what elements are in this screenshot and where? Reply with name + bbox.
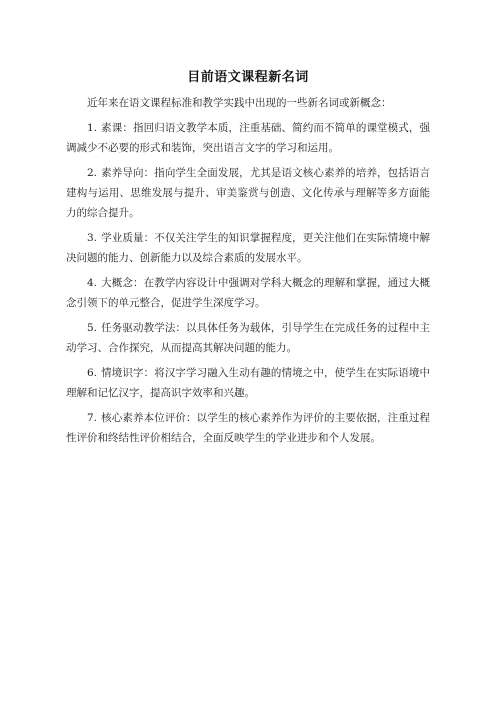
list-item — [66, 273, 430, 313]
list-item — [66, 318, 430, 358]
item-text: 情境识字：将汉字学习融入生动有趣的情境之中，使学生在实际语境中理解和记忆汉字，提高识字效率和兴趣。 — [66, 367, 430, 399]
list-item — [66, 163, 430, 223]
document-title: 目前语文课程新名词 — [187, 70, 309, 85]
list-item — [66, 363, 430, 403]
item-number: 7. — [87, 412, 98, 424]
item-text: 素养导向：指向学生全面发展，尤其是语文核心素养的培养，包括语言建构与运用、思维发展与提升、审美鉴赏与创造、文化传承与理解等多方面能力的综合提升。 — [66, 167, 430, 219]
item-number: 4. — [87, 277, 98, 289]
item-text: 大概念：在教学内容设计中强调对学科大概念的理解和掌握，通过大概念引领下的单元整合，促进学生深度学习。 — [66, 277, 430, 309]
item-number: 2. — [87, 167, 98, 179]
intro-paragraph: 近年来在语文课程标准和教学实践中出现的一些新名词或新概念： — [87, 97, 392, 109]
document-body — [66, 93, 430, 453]
item-number: 1. — [87, 122, 98, 134]
item-text: 任务驱动教学法：以具体任务为载体，引导学生在完成任务的过程中主动学习、合作探究，从而提高其解决问题的能力。 — [66, 322, 430, 354]
item-text: 核心素养本位评价：以学生的核心素养作为评价的主要依据，注重过程性评价和终结性评价相结合，全面反映学生的学业进步和个人发展。 — [66, 412, 430, 444]
item-number: 3. — [87, 232, 98, 244]
list-item — [66, 118, 430, 158]
item-text: 学业质量：不仅关注学生的知识掌握程度，更关注他们在实际情境中解决问题的能力、创新能力以及综合素质的发展水平。 — [66, 232, 430, 264]
list-item — [66, 408, 430, 448]
item-text: 素课：指回归语文教学本质，注重基础、简约而不简单的课堂模式，强调减少不必要的形式和装饰，突出语言文字的学习和运用。 — [66, 122, 430, 154]
list-item — [66, 228, 430, 268]
item-number: 6. — [87, 367, 98, 379]
item-number: 5. — [87, 322, 98, 334]
